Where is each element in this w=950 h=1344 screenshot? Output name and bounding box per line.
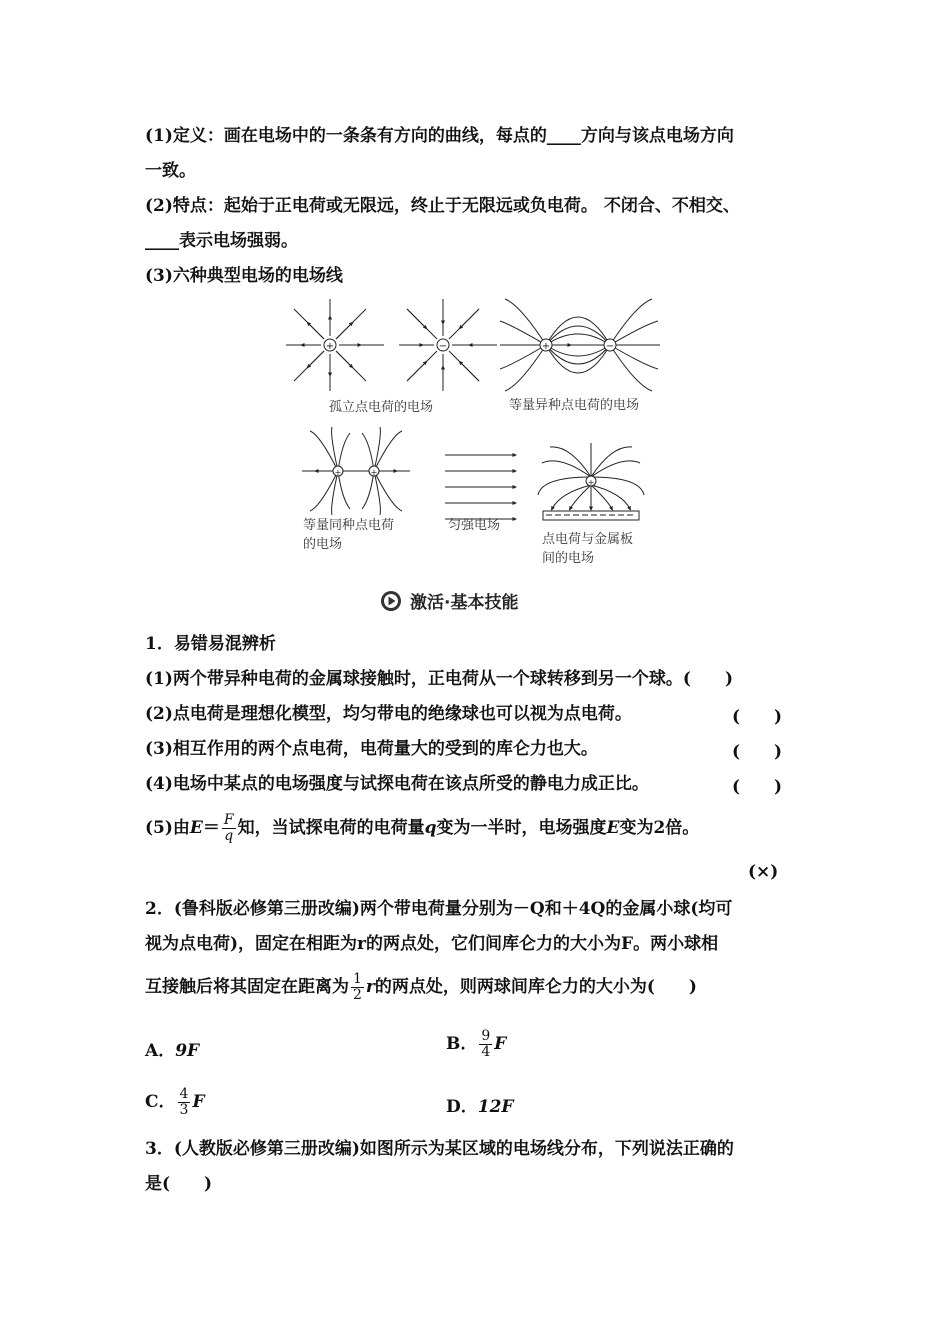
plus-sign-5: + bbox=[587, 478, 595, 487]
option-value: 12F bbox=[477, 1097, 514, 1117]
play-icon bbox=[380, 590, 402, 612]
plus-sign-1: + bbox=[325, 341, 335, 352]
q1-item-5-end: 变为2倍。 bbox=[619, 818, 700, 838]
plus-sign-2: + bbox=[541, 341, 551, 352]
option-F: F bbox=[494, 1034, 507, 1054]
definition-line-1: (1)定义：画在电场中的一条条有方向的曲线，每点的____方向与该点电场方向 bbox=[145, 126, 734, 146]
option-label: A． bbox=[145, 1041, 176, 1061]
fraction-denominator: 2 bbox=[353, 987, 362, 1003]
q1-item-2-blank: ( ) bbox=[732, 707, 783, 727]
minus-sign-2: − bbox=[605, 341, 615, 352]
q2-half-fraction bbox=[351, 972, 364, 1003]
q2-option-b[interactable] bbox=[446, 1024, 506, 1064]
q1-item-2: (2)点电荷是理想化模型，均匀带电的绝缘球也可以视为点电荷。 bbox=[145, 704, 632, 724]
caption-same-charges-1: 等量同种点电荷 bbox=[303, 518, 395, 533]
uniform-field-diagram bbox=[445, 455, 515, 519]
plus-sign-3: + bbox=[334, 468, 342, 477]
section-banner bbox=[380, 588, 518, 613]
option-label: B． bbox=[446, 1034, 478, 1054]
caption-charge-plate-2: 间的电场 bbox=[542, 551, 595, 566]
positive-point-charge-diagram bbox=[286, 299, 384, 391]
option-F: F bbox=[192, 1092, 205, 1112]
plus-sign-4: + bbox=[370, 468, 378, 477]
q3-line-2: 是( ) bbox=[145, 1174, 213, 1194]
option-label: D． bbox=[446, 1097, 478, 1117]
q1-item-5-mid: 知，当试探电荷的电荷量 bbox=[237, 818, 425, 838]
definition-line-1-cont: 一致。 bbox=[145, 161, 196, 181]
caption-same-charges-2: 的电场 bbox=[303, 537, 343, 552]
fraction-numerator: 4 bbox=[179, 1086, 189, 1102]
option-fraction bbox=[479, 1029, 492, 1060]
q1-item-3: (3)相互作用的两个点电荷，电荷量大的受到的库仑力也大。 bbox=[145, 739, 598, 759]
q2-line-1: 2．(鲁科版必修第三册改编)两个带电荷量分别为－Q和＋4Q的金属小球(均可 bbox=[145, 899, 733, 919]
q1-item-4-blank: ( ) bbox=[732, 777, 783, 797]
definition-line-2-cont: ____表示电场强弱。 bbox=[145, 231, 298, 251]
option-fraction bbox=[178, 1087, 191, 1118]
q2-line-2: 视为点电荷)，固定在相距为r的两点处，它们间库仑力的大小为F。两小球相 bbox=[145, 934, 719, 954]
opposite-charges-diagram bbox=[500, 299, 660, 391]
q1-item-5-answer: (×) bbox=[748, 862, 779, 882]
caption-uniform-field: 匀强电场 bbox=[448, 518, 501, 533]
q2-line-3-prefix: 互接触后将其固定在距离为 bbox=[145, 977, 349, 997]
option-value: 9F bbox=[175, 1041, 200, 1061]
q1-item-3-blank: ( ) bbox=[732, 742, 783, 762]
q1-item-5-mid2: 变为一半时，电场强度 bbox=[436, 818, 607, 838]
q1-title: 1．易错易混辨析 bbox=[145, 634, 276, 654]
caption-isolated-charge: 孤立点电荷的电场 bbox=[329, 400, 434, 415]
q1-item-1: (1)两个带异种电荷的金属球接触时，正电荷从一个球转移到另一个球。( ) bbox=[145, 669, 734, 689]
q1-item-4: (4)电场中某点的电场强度与试探电荷在该点所受的静电力成正比。 bbox=[145, 774, 649, 794]
minus-sign-1: − bbox=[438, 341, 448, 352]
negative-point-charge-diagram bbox=[399, 299, 497, 391]
q2-option-c[interactable] bbox=[145, 1082, 205, 1122]
q1-item-5-E: E bbox=[189, 818, 203, 838]
fraction-numerator: 1 bbox=[353, 971, 362, 987]
q1-item-5-fraction bbox=[222, 813, 236, 844]
q2-option-a[interactable] bbox=[145, 1036, 199, 1061]
definition-line-3: (3)六种典型电场的电场线 bbox=[145, 266, 343, 286]
option-label: C． bbox=[145, 1092, 176, 1112]
q3-line-1: 3．(人教版必修第三册改编)如图所示为某区域的电场线分布，下列说法正确的 bbox=[145, 1139, 734, 1159]
same-charges-diagram bbox=[302, 427, 410, 515]
fraction-numerator: 9 bbox=[481, 1028, 491, 1044]
q1-item-5-E2: E bbox=[606, 818, 620, 838]
fraction-denominator: 3 bbox=[179, 1102, 189, 1118]
q2-line-3 bbox=[145, 968, 697, 1006]
section-title: 激活·基本技能 bbox=[410, 593, 519, 613]
definition-line-2: (2)特点：起始于正电荷或无限远，终止于无限远或负电荷。 不闭合、不相交、 bbox=[145, 196, 740, 216]
caption-charge-plate-1: 点电荷与金属板 bbox=[542, 532, 634, 547]
caption-opposite-charges: 等量异种点电荷的电场 bbox=[509, 398, 640, 413]
fraction-denominator: q bbox=[224, 828, 234, 844]
q1-item-5-prefix: (5)由 bbox=[145, 818, 190, 838]
q1-item-5-eq: ＝ bbox=[202, 818, 220, 838]
q2-line-3-r: r bbox=[365, 977, 375, 997]
fraction-denominator: 4 bbox=[481, 1044, 491, 1060]
q2-line-3-suffix: 的两点处，则两球间库仑力的大小为( ) bbox=[374, 977, 697, 997]
q2-option-d[interactable] bbox=[446, 1092, 513, 1117]
q1-item-5 bbox=[145, 810, 699, 846]
q1-item-5-q: q bbox=[424, 818, 437, 838]
fraction-numerator: F bbox=[223, 812, 234, 828]
